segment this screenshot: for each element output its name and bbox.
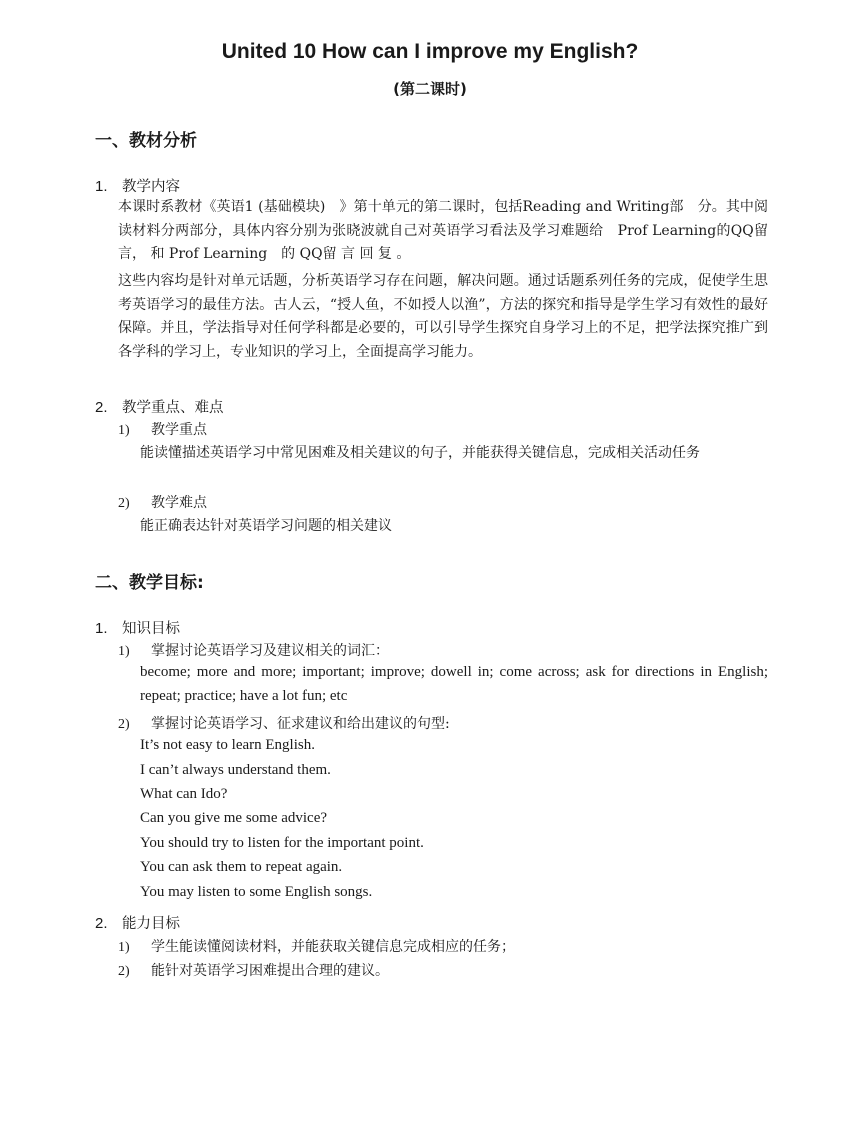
ability-objective-2 <box>118 960 389 980</box>
ability-objective-1 <box>118 936 515 956</box>
sentence-pattern: You can ask them to repeat again. <box>140 859 343 875</box>
sentence-pattern: Can you give me some advice? <box>140 810 328 826</box>
vocabulary-list: become; more and more; important; improve; dowell in; come across; ask for directions in English; repeat; practice; have a lot fun; etc <box>140 664 768 704</box>
item-label: 能力目标 <box>122 916 180 932</box>
subitem-key-point <box>118 419 207 439</box>
item-label: 教学重点、难点 <box>122 400 224 416</box>
subitem-label: 教学重点 <box>151 422 207 438</box>
item-number: 2. <box>95 915 108 932</box>
sentence-pattern: You may listen to some English songs. <box>140 884 373 900</box>
subitem-number: 2) <box>118 964 130 979</box>
sentence-pattern: What can Ido? <box>140 786 228 802</box>
subitem-sentence-patterns <box>118 713 450 733</box>
item-number: 1. <box>95 178 108 195</box>
subitem-vocabulary <box>118 640 389 660</box>
item-label: 教学内容 <box>122 179 180 195</box>
section-heading-teaching-objectives: 二、教学目标: <box>95 573 204 593</box>
item-heading-ability-objectives <box>95 912 180 933</box>
teaching-content-paragraph-2: 这些内容均是针对单元话题，分析英语学习存在问题，解决问题。通过话题系列任务的完成，促使学生思考英语学习的最佳方法。古人云，“授人鱼，不如授人以渔”，方法的探究和指导是学生学习有效性的最好保障。并且，学法指导对任何学科都是必要的，可以引导学生探究自身学习上的不足，把学法探究推广到各学科的学习上，专业知识的学习上，全面提高学习能力。 <box>118 273 768 360</box>
subitem-number: 1) <box>118 423 130 438</box>
item-heading-teaching-content <box>95 175 180 196</box>
item-number: 1. <box>95 620 108 637</box>
sentence-pattern: I can’t always understand them. <box>140 762 331 778</box>
subitem-label: 教学难点 <box>151 495 207 511</box>
subitem-number: 1) <box>118 940 130 955</box>
subitem-label: 掌握讨论英语学习、征求建议和给出建议的句型: <box>151 716 450 732</box>
subitem-text: 能针对英语学习困难提出合理的建议。 <box>151 963 389 979</box>
key-point-text: 能读懂描述英语学习中常见困难及相关建议的句子，并能获得关键信息，完成相关活动任务 <box>140 445 700 461</box>
difficult-point-text: 能正确表达针对英语学习问题的相关建议 <box>140 518 392 534</box>
item-heading-key-points <box>95 396 224 417</box>
section-heading-textbook-analysis: 一、教材分析 <box>95 131 197 151</box>
sentence-pattern: It’s not easy to learn English. <box>140 737 315 753</box>
sentence-pattern: You should try to listen for the important point. <box>140 835 424 851</box>
item-number: 2. <box>95 399 108 416</box>
document-subtitle: (第二课时) <box>393 80 467 98</box>
subitem-number: 2) <box>118 496 130 511</box>
subitem-difficult-point <box>118 492 207 512</box>
subitem-text: 学生能读懂阅读材料，并能获取关键信息完成相应的任务； <box>151 939 515 955</box>
subitem-number: 2) <box>118 717 130 732</box>
subitem-label: 掌握讨论英语学习及建议相关的词汇： <box>151 643 389 659</box>
teaching-content-paragraph-1: 本课时系教材《英语1 (基础模块) 》第十单元的第二课时，包括Reading and Writing部 分。其中阅读材料分两部分，具体内容分别为张晓波就自己对英语学习看法及学习难题给 Prof Learning的QQ留 言， 和 Prof Learning 的 QQ留 言 回 复 。 <box>118 199 768 262</box>
item-heading-knowledge-objectives <box>95 617 180 638</box>
subitem-number: 1) <box>118 644 130 659</box>
item-label: 知识目标 <box>122 621 180 637</box>
document-title: United 10 How can I improve my English? <box>221 40 639 63</box>
